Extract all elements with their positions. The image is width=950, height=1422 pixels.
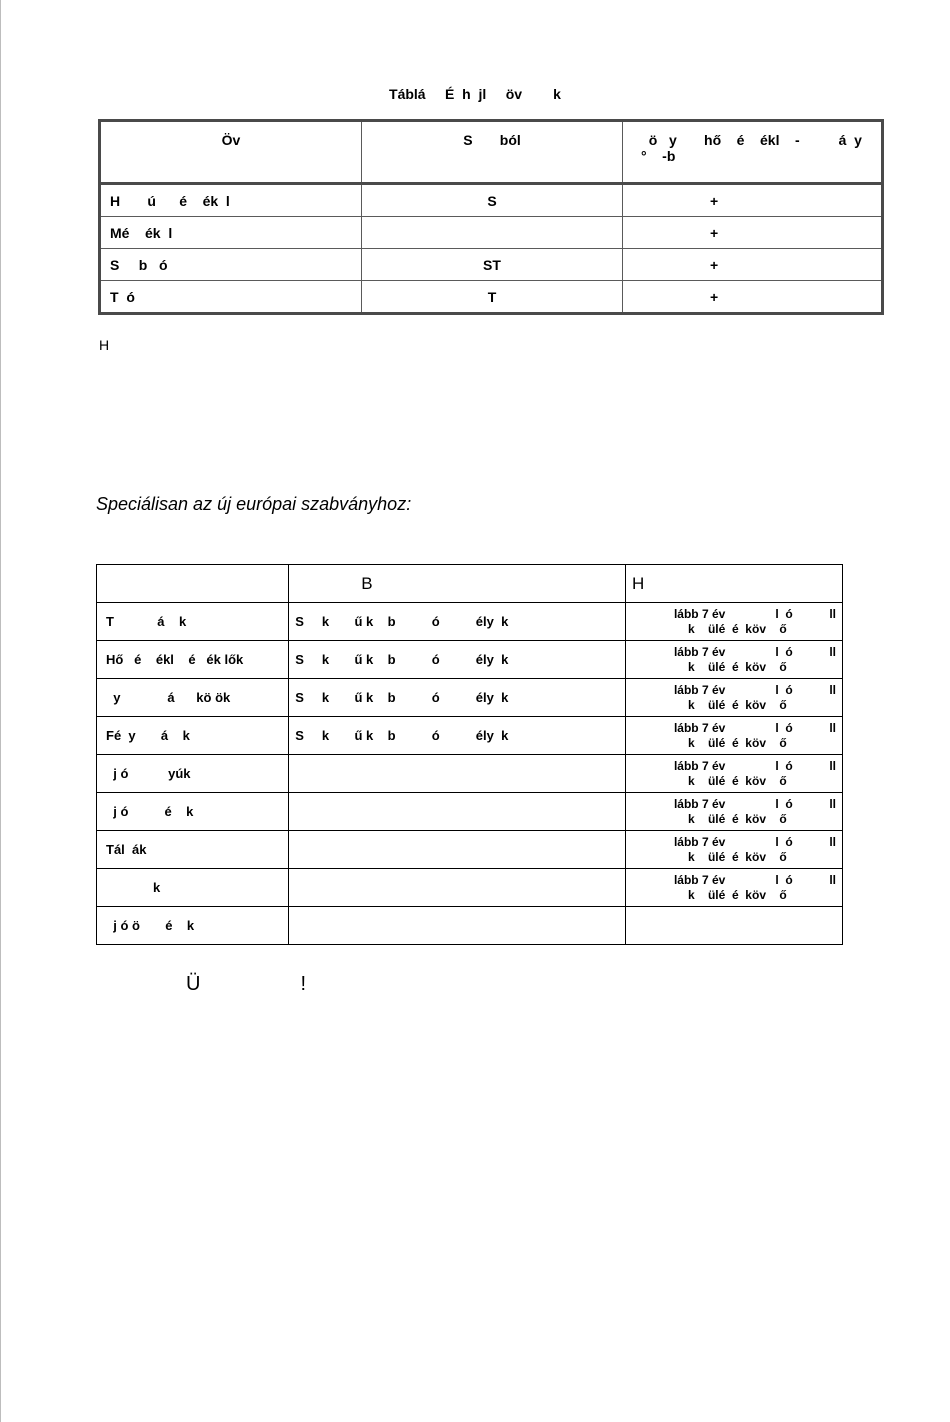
table-cell (625, 641, 842, 679)
table-cell (625, 717, 842, 755)
table1-caption: Táblá É h jl öv k (389, 86, 561, 102)
page-edge (0, 0, 1, 1422)
header-cell: ö y hő é ékl - á y ° -b (623, 121, 883, 184)
table-row (97, 831, 843, 869)
cell-line: lább 7 év l ó ll (673, 644, 836, 659)
table-cell (625, 793, 842, 831)
table-row (97, 907, 843, 945)
header-cell: Öv (100, 121, 362, 184)
cell-line: lább 7 év l ó ll (673, 720, 836, 735)
cell-line: k ülé é köv ő (687, 621, 787, 636)
section-heading: Speciálisan az új európai szabványhoz: (96, 494, 412, 514)
table-cell: + (623, 249, 883, 281)
table-cell: y á kö ök (97, 679, 289, 717)
table-cell: + (623, 184, 883, 217)
cell-line: k ülé é köv ő (687, 811, 787, 826)
table-cell (289, 793, 626, 831)
cell-line: lább 7 év l ó ll (673, 682, 836, 697)
table-row (97, 717, 843, 755)
table-cell: j ó yúk (97, 755, 289, 793)
cell-line: lább 7 év l ó ll (673, 758, 836, 773)
table-cell: Fé y á k (97, 717, 289, 755)
table-cell (362, 217, 623, 249)
table-cell: + (623, 281, 883, 314)
table-cell (289, 755, 626, 793)
cell-line: k ülé é köv ő (687, 849, 787, 864)
table-cell: j ó ö é k (97, 907, 289, 945)
table-cell (625, 869, 842, 907)
cell-line: k ülé é köv ő (687, 659, 787, 674)
belt-table (98, 119, 884, 315)
table-cell (289, 907, 626, 945)
header-cell (97, 565, 289, 603)
table-cell (625, 755, 842, 793)
table-cell (625, 907, 842, 945)
table-cell (289, 831, 626, 869)
header-cell: B (289, 565, 626, 603)
table-cell: T (362, 281, 623, 314)
table-cell: Tál ák (97, 831, 289, 869)
cell-line: lább 7 év l ó ll (673, 606, 836, 621)
table-cell: Mé ék l (100, 217, 362, 249)
footer-text: Ü ! (186, 973, 307, 995)
table-row (97, 679, 843, 717)
table-row (100, 281, 883, 314)
standard-table (96, 564, 843, 945)
table-cell: + (623, 217, 883, 249)
table-row (97, 603, 843, 641)
table-cell (625, 831, 842, 869)
table-cell: S k ű k b ó ély k (289, 679, 626, 717)
table-row (97, 755, 843, 793)
table-cell: S k ű k b ó ély k (289, 603, 626, 641)
table-cell: S (362, 184, 623, 217)
table-row (97, 869, 843, 907)
note-text: H (99, 337, 110, 353)
table-row (100, 184, 883, 217)
table-row (97, 641, 843, 679)
cell-line: k ülé é köv ő (687, 887, 787, 902)
cell-line: lább 7 év l ó ll (673, 796, 836, 811)
cell-line: k ülé é köv ő (687, 773, 787, 788)
table-cell (625, 679, 842, 717)
table-header-row (97, 565, 843, 603)
table-cell: T ó (100, 281, 362, 314)
table-cell: S b ó (100, 249, 362, 281)
table-header-row (100, 121, 883, 184)
table-cell (625, 603, 842, 641)
table-cell: ST (362, 249, 623, 281)
table-cell: k (97, 869, 289, 907)
table-row (100, 217, 883, 249)
cell-line: lább 7 év l ó ll (673, 834, 836, 849)
cell-line: k ülé é köv ő (687, 697, 787, 712)
table-cell: T á k (97, 603, 289, 641)
header-cell: S ból (362, 121, 623, 184)
table-row (97, 793, 843, 831)
table-cell (289, 869, 626, 907)
cell-line: lább 7 év l ó ll (673, 872, 836, 887)
table-cell: Hő é ékl é ék lők (97, 641, 289, 679)
table-cell: H ú é ék l (100, 184, 362, 217)
table-cell: j ó é k (97, 793, 289, 831)
table-row (100, 249, 883, 281)
table-cell: S k ű k b ó ély k (289, 641, 626, 679)
header-cell: H (625, 565, 842, 603)
table-cell: S k ű k b ó ély k (289, 717, 626, 755)
cell-line: k ülé é köv ő (687, 735, 787, 750)
